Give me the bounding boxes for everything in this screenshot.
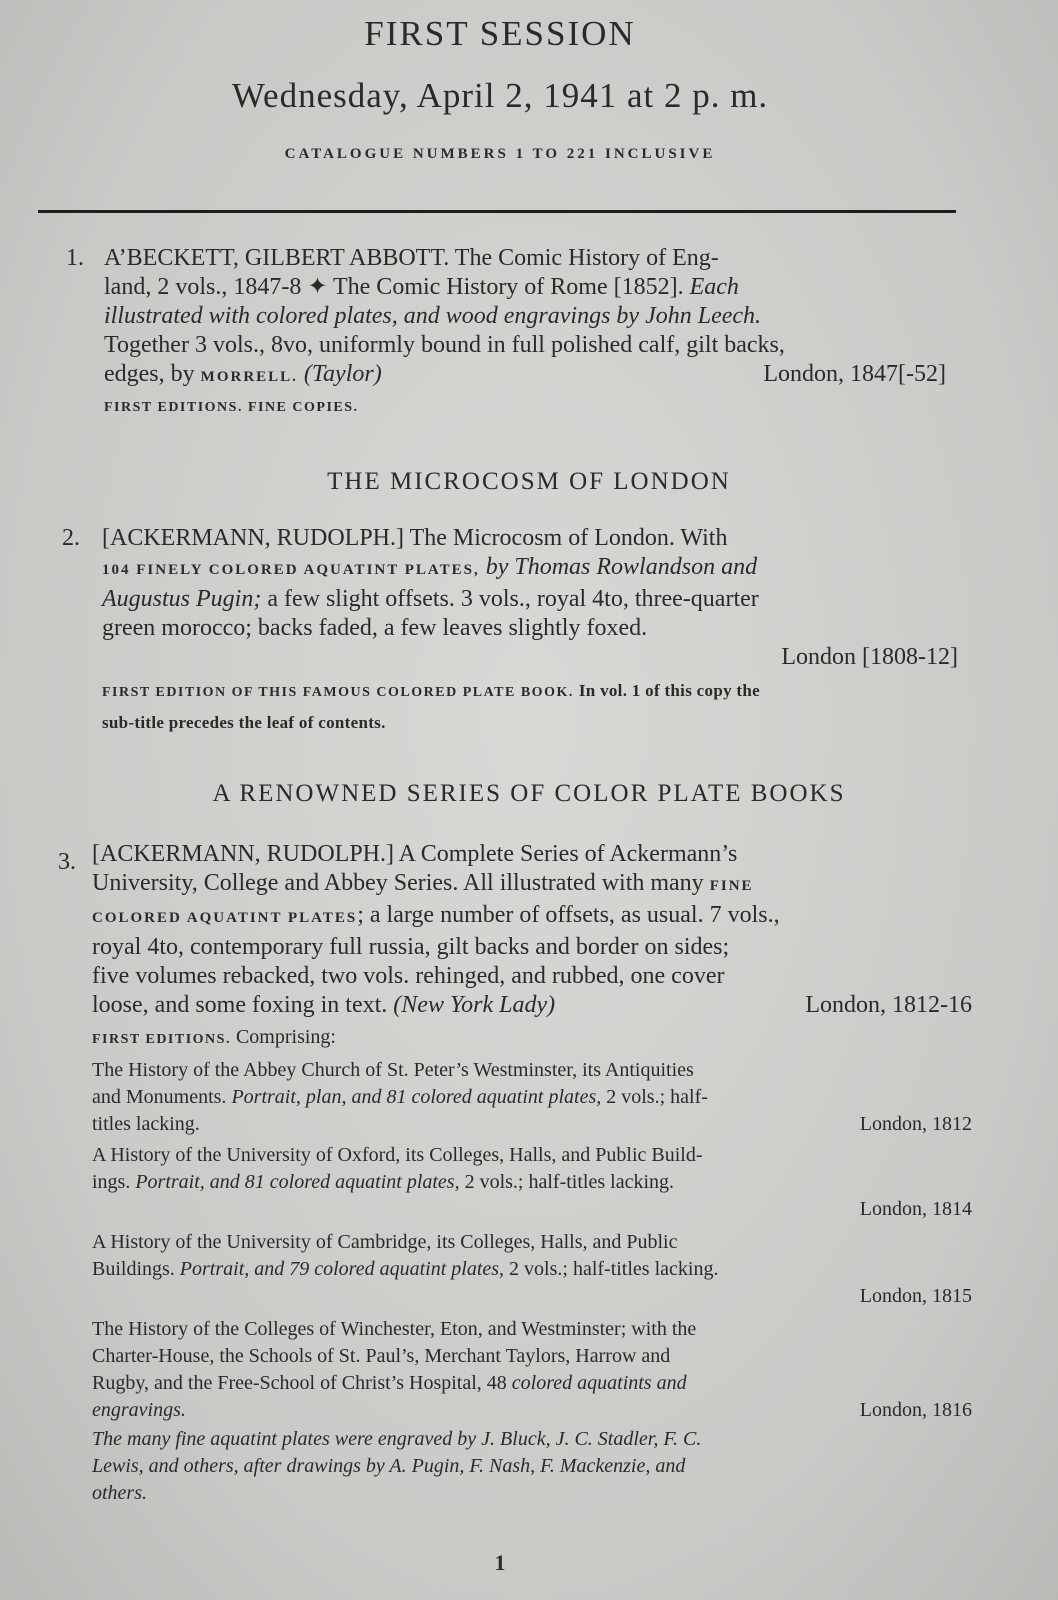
sub-item-italic: Portrait, and 81 colored aquatint plates, [135, 1171, 460, 1193]
entry-line: University, College and Abbey Series. All illustrated with many [92, 870, 704, 896]
catalogue-range: CATALOGUE NUMBERS 1 TO 221 INCLUSIVE [284, 146, 716, 162]
entry-note: FIRST EDITION OF THIS FAMOUS COLORED PLATE BOOK. [102, 685, 574, 700]
entry-line: ; a large number of offsets, as usual. 7 vols., [357, 902, 780, 928]
section-heading: A RENOWNED SERIES OF COLOR PLATE BOOKS [212, 780, 846, 807]
sub-item-italic: colored aquatints and [511, 1372, 687, 1394]
entry-italic: Each [689, 274, 739, 300]
sub-item-westminster [92, 1057, 972, 1138]
entry-line: green morocco; backs faded, a few leaves slightly foxed. [102, 615, 648, 641]
entry-smallcaps: FINE [709, 878, 754, 894]
sub-item-line: The History of the Abbey Church of St. Peter’s Westminster, its Antiquities [92, 1059, 694, 1081]
entry-line: Comprising: [235, 1026, 336, 1048]
entry-line: five volumes rebacked, two vols. rehinged, and rubbed, one cover [92, 963, 725, 989]
sub-item-line: 2 vols.; half-titles lacking. [464, 1171, 674, 1193]
sub-item-line: ings. [92, 1171, 131, 1193]
entry-smallcaps: 104 FINELY COLORED AQUATINT PLATES, [102, 562, 480, 578]
binder-name: MORRELL. [200, 369, 298, 385]
sub-item-line: and Monuments. [92, 1086, 227, 1108]
sub-item-line: Rugby, and the Free-School of Christ’s Hospital, 48 [92, 1372, 507, 1394]
provenance: (Taylor) [303, 361, 382, 387]
entry-italic: by Thomas Rowlandson and [485, 554, 758, 580]
footnote-line: others. [92, 1482, 147, 1504]
imprint: London, 1812 [859, 1113, 972, 1135]
entry-line: a few slight offsets. 3 vols., royal 4to, three-quarter [267, 586, 759, 612]
session-title: FIRST SESSION [364, 14, 636, 53]
sub-item-italic: engravings. [92, 1399, 186, 1421]
sub-item-line: A History of the University of Oxford, its Colleges, Halls, and Public Build- [92, 1144, 703, 1166]
entry-smallcaps: FIRST EDITIONS. [92, 1032, 231, 1047]
sub-item-line: Buildings. [92, 1258, 175, 1280]
header-rule [38, 210, 956, 213]
sub-item-line: A History of the University of Cambridge, its Colleges, Halls, and Public [92, 1231, 678, 1253]
footnote-line: The many fine aquatint plates were engraved by J. Bluck, J. C. Stadler, F. C. [92, 1428, 702, 1450]
sub-item-italic: Portrait, plan, and 81 colored aquatint plates, [231, 1086, 602, 1108]
entry-footnote [92, 1426, 972, 1507]
entry-number: 1. [66, 245, 84, 271]
entry-line: royal 4to, contemporary full russia, gilt backs and border on sides; [92, 934, 730, 960]
sub-item-line: The History of the Colleges of Winchester, Eton, and Westminster; with the [92, 1318, 697, 1340]
entry-line: [ACKERMANN, RUDOLPH.] A Complete Series of Ackermann’s [92, 841, 738, 867]
entry-line: [ACKERMANN, RUDOLPH.] The Microcosm of London. With [102, 525, 728, 551]
sub-item-line: 2 vols.; half- [606, 1086, 708, 1108]
entry-line: land, 2 vols., 1847-8 ✦ The Comic History of Rome [1852]. [104, 274, 684, 300]
entry-note: sub-title precedes the leaf of contents. [102, 713, 386, 732]
session-date: Wednesday, April 2, 1941 at 2 p. m. [231, 76, 769, 115]
imprint: London, 1814 [859, 1198, 972, 1220]
footnote-line: Lewis, and others, after drawings by A. Pugin, F. Nash, F. Mackenzie, and [92, 1455, 686, 1477]
imprint: London, 1812-16 [805, 992, 972, 1018]
entry-italic: Augustus Pugin; [102, 586, 262, 612]
page-number: 1 [494, 1550, 506, 1575]
entry-note: FIRST EDITIONS. FINE COPIES. [104, 400, 359, 415]
entry-number: 3. [58, 849, 76, 875]
imprint: London [1808-12] [781, 644, 958, 670]
entry-line: A’BECKETT, GILBERT ABBOTT. The Comic History of Eng- [104, 245, 719, 271]
sub-item-cambridge [92, 1229, 972, 1310]
entry-line: edges, by [104, 361, 195, 387]
imprint: London, 1847[-52] [763, 361, 946, 387]
sub-item-winchester [92, 1316, 972, 1424]
sub-item-line: titles lacking. [92, 1113, 200, 1135]
entry-note: In vol. 1 of this copy the [578, 681, 760, 700]
entry-italic-line: illustrated with colored plates, and wood engravings by John Leech. [104, 303, 762, 329]
imprint: London, 1816 [859, 1399, 972, 1421]
entry-line: Together 3 vols., 8vo, uniformly bound in full polished calf, gilt backs, [104, 332, 785, 358]
sub-item-line: 2 vols.; half-titles lacking. [509, 1258, 719, 1280]
sub-item-italic: Portrait, and 79 colored aquatint plates, [179, 1258, 505, 1280]
entry-number: 2. [62, 525, 80, 551]
imprint: London, 1815 [859, 1285, 972, 1307]
sub-item-oxford [92, 1142, 972, 1223]
entry-line: loose, and some foxing in text. [92, 992, 388, 1018]
entry-smallcaps: COLORED AQUATINT PLATES [92, 910, 358, 926]
provenance: (New York Lady) [393, 992, 556, 1018]
sub-item-line: Charter-House, the Schools of St. Paul’s, Merchant Taylors, Harrow and [92, 1345, 671, 1367]
section-heading: THE MICROCOSM OF LONDON [327, 468, 731, 495]
